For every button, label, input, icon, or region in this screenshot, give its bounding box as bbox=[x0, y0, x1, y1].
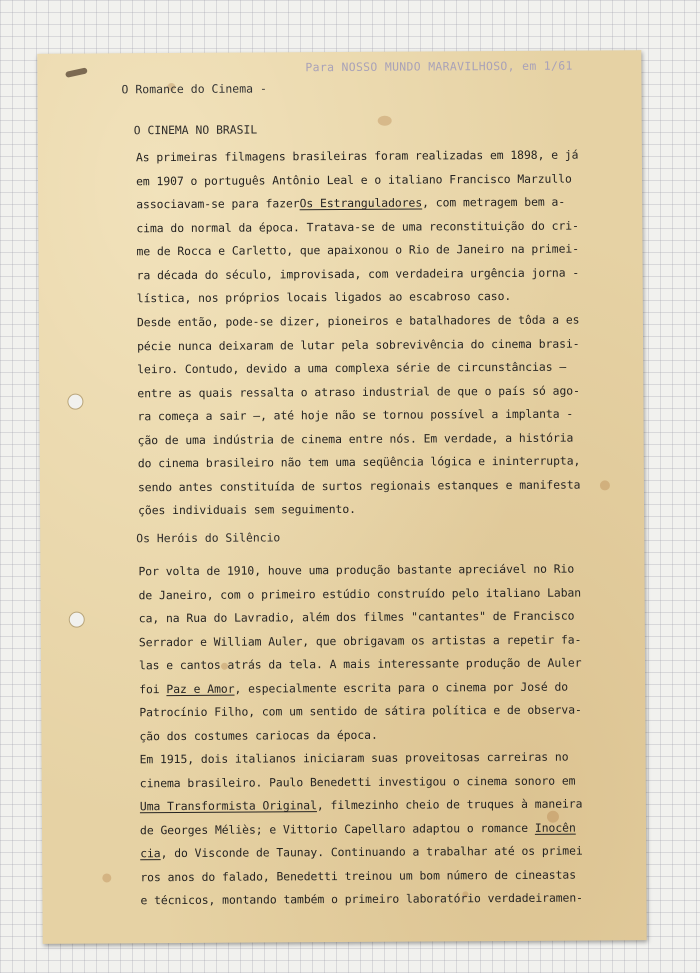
text-line: Uma Transformista Original, filmezinho cheio de truques à maneira bbox=[139, 796, 583, 814]
punch-hole-top bbox=[67, 394, 83, 410]
text-line: Serrador e William Auler, que obrigavam os artistas a repetir fa- bbox=[138, 632, 582, 649]
series-title: O Romance do Cinema - bbox=[121, 81, 267, 97]
text-line: Por volta de 1910, houve uma produção bastante apreciável no Rio bbox=[138, 561, 575, 579]
film-title-paz-e-amor: Paz e Amor bbox=[166, 681, 235, 696]
text-line: me de Rocca e Carletto, que apaixonou o Rio de Janeiro na primei- bbox=[136, 241, 580, 259]
paragraph-em-1915 bbox=[140, 745, 641, 913]
text-line: ções individuais sem seguimento. bbox=[138, 501, 356, 518]
text-line: lística, nos próprios locais ligados ao escabroso caso. bbox=[136, 288, 512, 306]
text-line: de Janeiro, com o primeiro estúdio construído pelo italiano Laban bbox=[138, 585, 582, 602]
text-line: e técnicos, montando também o primeiro laboratório verdadeiramen- bbox=[140, 890, 584, 908]
text-line: cima do normal da época. Tratava-se de uma reconstituição do cri- bbox=[136, 218, 579, 235]
text-line: cia, do Visconde de Taunay. Continuando a trabalhar até os primei bbox=[140, 843, 583, 861]
paragraph-desde-entao bbox=[137, 308, 638, 523]
text-line: Desde então, pode-se dizer, pioneiros e batalhadores de tôda a es bbox=[136, 312, 580, 330]
text-line: ção dos costumes cariocas da época. bbox=[139, 727, 378, 743]
text-line: leiro. Contudo, devido a uma complexa série de circunstâncias — bbox=[137, 359, 567, 377]
text-line: entre as quais ressalta o atraso industrial de que o país só ago- bbox=[137, 383, 580, 400]
stain-spot bbox=[102, 873, 111, 882]
text-line: associavam-se para fazerOs Estranguladores, com metragem bem a- bbox=[136, 194, 566, 212]
text-line: las e cantos atrás da tela. A mais interessante produção de Auler bbox=[138, 655, 582, 673]
film-title-uma-transformista-original: Uma Transformista Original bbox=[139, 798, 317, 814]
paragraph-primeiras-filmagens bbox=[136, 143, 637, 311]
text-line: pécie nunca deixaram de lutar pela sobrevivência do cinema brasi- bbox=[137, 336, 580, 353]
punch-hole-bottom bbox=[69, 612, 85, 628]
text-line: Em 1915, dois italianos iniciaram suas proveitosas carreiras no bbox=[139, 749, 569, 767]
binder-clip-mark bbox=[65, 67, 88, 78]
film-title-inocencia: Inocên bbox=[534, 820, 576, 835]
text-line: ca, na Rua do Lavradio, além dos filmes "cantantes" de Francisco bbox=[138, 608, 575, 626]
film-title-inocencia-cont: cia bbox=[140, 846, 161, 861]
text-line: foi Paz e Amor, especialmente escrita para o cinema por José do bbox=[139, 679, 569, 696]
text-line: cinema brasileiro. Paulo Benedetti investigou o cinema sonoro em bbox=[139, 773, 576, 790]
text-line: sendo antes constituída de surtos regionais estanques e manifesta bbox=[137, 477, 581, 494]
text-line: ção de uma indústria de cinema entre nós. Em verdade, a história bbox=[137, 430, 574, 447]
text-line: em 1907 o português Antônio Leal e o italiano Francisco Marzullo bbox=[136, 171, 572, 188]
text-line: Patrocínio Filho, com um sentido de sátira política e de observa- bbox=[139, 702, 582, 720]
section-heading-cinema-no-brasil: O CINEMA NO BRASIL bbox=[133, 122, 258, 138]
paragraph-por-volta-de-1910 bbox=[138, 557, 639, 748]
text-line: ra década do século, improvisada, com verdadeira urgência jorna - bbox=[136, 265, 580, 282]
typewritten-page bbox=[37, 50, 646, 944]
text-line: do cinema brasileiro não tem uma seqüência lógica e ininterrupta, bbox=[137, 453, 581, 471]
text-line: de Georges Méliès; e Vittorio Capellaro adaptou o romance Inocên bbox=[139, 820, 576, 837]
text-line: As primeiras filmagens brasileiras foram realizadas em 1898, e já bbox=[135, 147, 579, 165]
stain-spot bbox=[378, 116, 392, 126]
text-line: ros anos do falado, Benedetti treinou um bom número de cineastas bbox=[140, 867, 577, 884]
film-title-os-estranguladores: Os Estranguladores bbox=[299, 195, 423, 211]
header-note: Para NOSSO MUNDO MARAVILHOSO, em 1/61 bbox=[305, 58, 573, 75]
text-line: ra começa a sair —, até hoje não se tornou possível a implanta - bbox=[137, 406, 574, 424]
section-heading-herois-do-silencio: Os Heróis do Silêncio bbox=[136, 530, 281, 546]
